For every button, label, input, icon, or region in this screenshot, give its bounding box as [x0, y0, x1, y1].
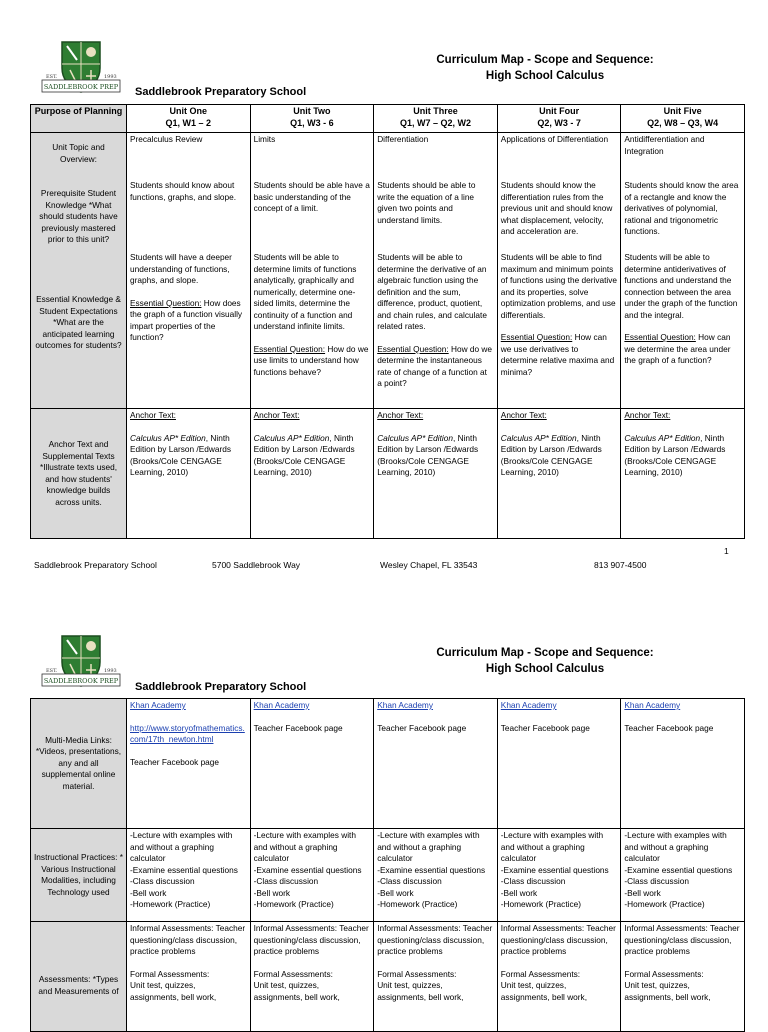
unit-cell: [497, 133, 621, 409]
multimedia-cell: [127, 699, 251, 829]
logo-est-text: EST.: [46, 74, 58, 80]
essential-question-label: Essential Question:: [500, 332, 573, 342]
svg-text:1993: 1993: [104, 668, 117, 674]
facebook-page-text: Teacher Facebook page: [500, 722, 590, 733]
facebook-page-text: Teacher Facebook page: [624, 722, 714, 733]
instructional-cell: -Lecture with examples with and without a graphing calculator -Examine essential questions -Class discussion -Bell work -Homework (Practice): [374, 829, 498, 922]
instructional-cell: -Lecture with examples with and without a graphing calculator -Examine essential questions -Class discussion -Bell work -Homework (Practice): [497, 829, 621, 922]
essential-question-label: Essential Question:: [130, 297, 202, 308]
unit-cell: [374, 133, 498, 409]
facebook-page-text: Teacher Facebook page: [130, 756, 220, 767]
khan-academy-link[interactable]: Khan Academy: [624, 700, 681, 710]
prereq-label: Prerequisite Student Knowledge *What should students have previously mastered prior to this unit?: [39, 188, 118, 244]
school-name: Saddlebrook Preparatory School: [135, 681, 307, 693]
school-name: Saddlebrook Preparatory School: [135, 86, 307, 98]
essential-text: Students will be able to determine the derivative of an algebraic function using the definition and the sum, difference, product, quotient, and chain rules, and calculate related rates.: [377, 252, 487, 331]
topic-label: Unit Topic and Overview:: [52, 142, 105, 164]
assessment-label: Assessments: *Types and Measurements of: [31, 922, 127, 1032]
essential-question-label: Essential Question:: [624, 332, 696, 342]
topic-text: Differentiation: [377, 134, 429, 144]
instructional-row: [31, 829, 745, 922]
curriculum-table-page-1: [30, 104, 745, 539]
anchor-cell: Anchor Text: Calculus AP* Edition, Ninth Edition by Larson /Edwards (Brooks/Cole CENGAGE Learning, 2010): [621, 409, 745, 539]
unit-header: Unit Five Q2, W8 – Q3, W4: [621, 105, 745, 133]
essential-text: Students will have a deeper understanding of functions, graphs, and slope.: [130, 252, 232, 285]
footer-school: Saddlebrook Preparatory School: [34, 560, 157, 570]
instructional-cell: -Lecture with examples with and without a graphing calculator -Examine essential questions -Class discussion -Bell work -Homework (Practice): [621, 829, 745, 922]
multimedia-cell: [250, 699, 374, 829]
essential-question-label: Essential Question:: [377, 343, 449, 354]
anchor-label: Anchor Text and Supplemental Texts *Illustrate texts used, and how students' knowledge builds across units.: [31, 409, 127, 539]
logo-banner-text: SADDLEBROOK PREP: [43, 83, 119, 91]
topic-text: Limits: [253, 134, 276, 144]
prereq-text: Students should be able have a basic understanding of the concept of a limit.: [253, 180, 370, 213]
document-title: [380, 52, 710, 84]
essential-label: Essential Knowledge & Student Expectations *What are the anticipated learning outcomes for students?: [35, 294, 122, 350]
unit-header: Unit Three Q1, W7 – Q2, W2: [374, 105, 498, 133]
row-labels-cell: [31, 133, 127, 409]
multimedia-cell: [621, 699, 745, 829]
instructional-label: Instructional Practices: * Various Instructional Modalities, including Technology used: [31, 829, 127, 922]
assessment-cell: Informal Assessments: Teacher questioning/class discussion, practice problems Formal Assessments: Unit test, quizzes, assignments, bell work,: [127, 922, 251, 1032]
essential-question-text: How can we use derivatives to determine relative maxima and minima?: [500, 332, 615, 377]
title-line-2: High School Calculus: [485, 663, 605, 675]
title-line-1: Curriculum Map - Scope and Sequence:: [436, 54, 654, 66]
khan-academy-link[interactable]: Khan Academy: [377, 700, 433, 710]
school-crest-logo: [40, 38, 122, 100]
facebook-page-text: Teacher Facebook page: [377, 722, 467, 733]
footer-address: 5700 Saddlebrook Way: [212, 560, 301, 570]
unit-header: Unit One Q1, W1 – 2: [127, 105, 251, 133]
essential-text: Students will be able to determine antiderivatives of functions and understand the connection between the area under the graph of the function and the integral.: [624, 252, 738, 320]
anchor-cell: Anchor Text: Calculus AP* Edition, Ninth Edition by Larson /Edwards (Brooks/Cole CENGAGE Learning, 2010): [374, 409, 498, 539]
essential-text: Students will be able to find maximum and minimum points of functions using the derivative and its properties, solve optimization problems, and use differentials.: [500, 252, 618, 320]
unit-cell: [250, 133, 374, 409]
essential-question-text: How do we use limits to understand how functions behave?: [253, 343, 369, 377]
essential-question-text: How can we determine the area under the graph of a function?: [624, 332, 731, 365]
anchor-row: [31, 409, 745, 539]
multimedia-cell: [374, 699, 498, 829]
multimedia-row: [31, 699, 745, 829]
page-number: 1: [724, 546, 729, 556]
khan-academy-link[interactable]: Khan Academy: [500, 700, 557, 710]
title-line-1: Curriculum Map - Scope and Sequence:: [436, 647, 654, 659]
header-row: [31, 105, 745, 133]
purpose-header: Purpose of Planning: [31, 105, 127, 133]
prereq-text: Students should know the differentiation rules from the previous unit and should know what displacement, velocity, and acceleration are.: [500, 180, 613, 236]
school-crest-logo: [40, 632, 122, 694]
logo-year-text: 1993: [104, 74, 117, 80]
anchor-cell: Anchor Text: Calculus AP* Edition, Ninth Edition by Larson /Edwards (Brooks/Cole CENGAGE Learning, 2010): [497, 409, 621, 539]
assessment-cell: Informal Assessments: Teacher questioning/class discussion, practice problems Formal Assessments: Unit test, quizzes, assignments, bell work,: [250, 922, 374, 1032]
footer-phone: 813 907-4500: [594, 560, 647, 570]
anchor-cell: Anchor Text: Calculus AP* Edition, Ninth Edition by Larson /Edwards (Brooks/Cole CENGAGE Learning, 2010): [250, 409, 374, 539]
topic-text: Antidifferentiation and Integration: [624, 134, 705, 156]
prereq-text: Students should know the area of a rectangle and know the derivatives of polynomial, rational and trigonometric functions.: [624, 180, 739, 236]
anchor-cell: Anchor Text: Calculus AP* Edition, Ninth Edition by Larson /Edwards (Brooks/Cole CENGAGE Learning, 2010): [127, 409, 251, 539]
assessment-cell: Informal Assessments: Teacher questioning/class discussion, practice problems Formal Assessments: Unit test, quizzes, assignments, bell work,: [374, 922, 498, 1032]
document-title: [380, 645, 710, 677]
assessment-cell: Informal Assessments: Teacher questioning/class discussion, practice problems Formal Assessments: Unit test, quizzes, assignments, bell work,: [497, 922, 621, 1032]
unit-header: Unit Two Q1, W3 - 6: [250, 105, 374, 133]
title-line-2: High School Calculus: [485, 70, 605, 82]
facebook-page-text: Teacher Facebook page: [253, 722, 343, 733]
content-row: [31, 133, 745, 409]
topic-text: Applications of Differentiation: [500, 134, 609, 144]
instructional-cell: -Lecture with examples with and without a graphing calculator -Examine essential questions -Class discussion -Bell work -Homework (Practice): [127, 829, 251, 922]
svg-text:SADDLEBROOK PREP: SADDLEBROOK PREP: [43, 677, 119, 685]
essential-question-text: How does the graph of a function visually impart properties of the function?: [130, 297, 243, 342]
assessment-cell: Informal Assessments: Teacher questioning/class discussion, practice problems Formal Assessments: Unit test, quizzes, assignments, bell work,: [621, 922, 745, 1032]
story-of-mathematics-link[interactable]: http://www.storyofmathematics.com/17th_newton.html: [130, 722, 245, 744]
instructional-cell: -Lecture with examples with and without a graphing calculator -Examine essential questions -Class discussion -Bell work -Homework (Practice): [250, 829, 374, 922]
multimedia-cell: [497, 699, 621, 829]
unit-cell: [127, 133, 251, 409]
khan-academy-link[interactable]: Khan Academy: [130, 700, 186, 710]
footer-city: Wesley Chapel, FL 33543: [380, 560, 478, 570]
curriculum-table-page-2: [30, 698, 745, 1032]
essential-question-text: How do we determine the instantaneous rate of change of a function at a point?: [377, 343, 493, 388]
unit-cell: [621, 133, 745, 409]
essential-question-label: Essential Question:: [253, 343, 326, 354]
multimedia-label: Multi-Media Links: *Videos, presentations, any and all supplemental online material.: [31, 699, 127, 829]
prereq-text: Students should be able to write the equation of a line given two points and understand limits.: [377, 180, 476, 225]
svg-text:EST.: EST.: [46, 668, 58, 674]
essential-text: Students will be able to determine limits of functions analytically, graphically and numerically, determine one-sided limits, determine the continuity of a function and understand infinite limits.: [253, 252, 357, 331]
khan-academy-link[interactable]: Khan Academy: [253, 700, 310, 710]
prereq-text: Students should know about functions, graphs, and slope.: [130, 180, 237, 202]
topic-text: Precalculus Review: [130, 134, 203, 144]
assessment-row: [31, 922, 745, 1032]
unit-header: Unit Four Q2, W3 - 7: [497, 105, 621, 133]
